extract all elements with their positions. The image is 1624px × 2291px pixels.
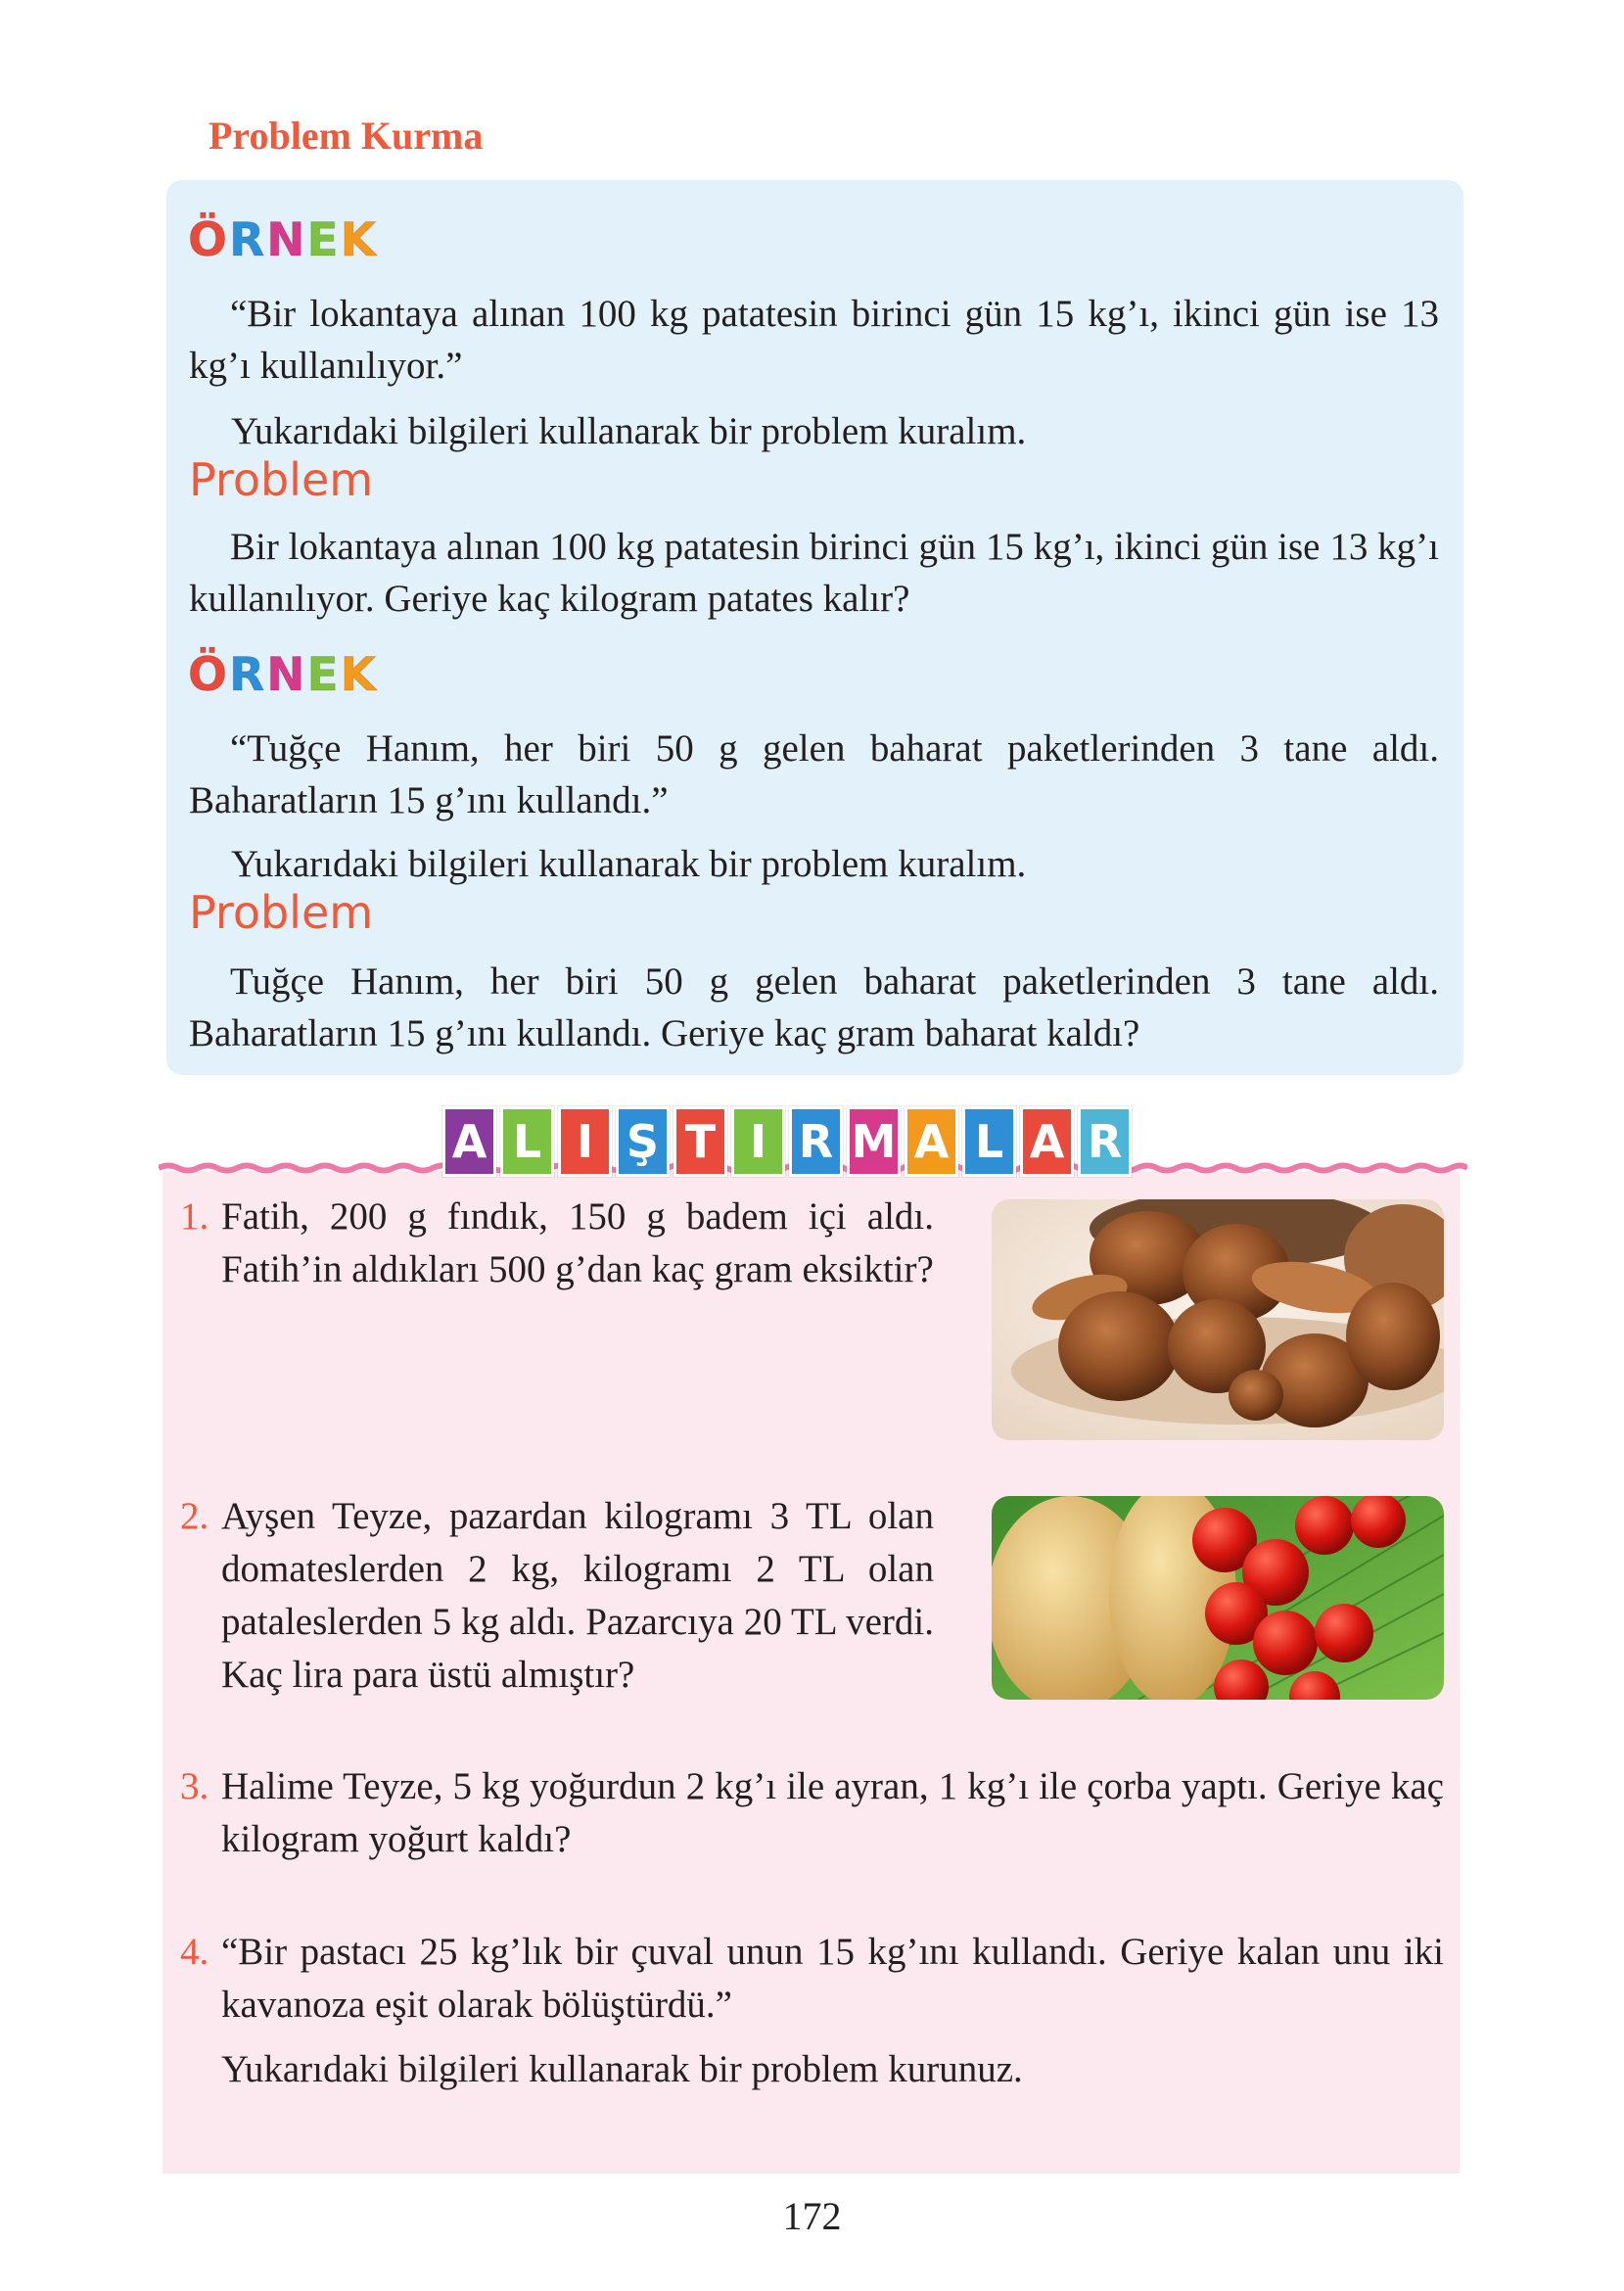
- exercise-item: [180, 1191, 934, 1296]
- exercise-number: 1.: [180, 1195, 209, 1238]
- exercise-instruction: Yukarıdaki bilgileri kullanarak bir problem kurunuz.: [221, 2048, 1023, 2090]
- ornek-letter: E: [306, 648, 341, 702]
- exercise-number: 4.: [180, 1931, 209, 1973]
- example-instruction: Yukarıdaki bilgileri kullanarak bir problem kuralım.: [231, 843, 1027, 885]
- page-number: 172: [782, 2194, 842, 2238]
- example-instruction: Yukarıdaki bilgileri kullanarak bir problem kuralım.: [231, 410, 1027, 452]
- exercise-item: [180, 1760, 1444, 1866]
- banner-letter-tile: T: [673, 1106, 727, 1177]
- ornek-letter: N: [266, 213, 307, 267]
- problem-heading: Problem: [189, 453, 374, 506]
- example-quote: “Bir lokantaya alınan 100 kg patatesin birinci gün 15 kg’ı, ikinci gün ise 13 kg’ı kullanılıyor.”: [189, 293, 1439, 387]
- banner-letter-tile: L: [962, 1106, 1016, 1177]
- exercise-item: [180, 1490, 934, 1702]
- banner-letter-tile: A: [442, 1106, 496, 1177]
- exercise-number: 3.: [180, 1765, 209, 1807]
- banner-letter-tile: R: [789, 1106, 843, 1177]
- banner-letter-tile: A: [1020, 1106, 1074, 1177]
- exercise-number: 2.: [180, 1495, 209, 1537]
- banner-letter-tile: I: [558, 1106, 612, 1177]
- nuts-photo: [992, 1199, 1444, 1440]
- ornek-letter: R: [228, 648, 267, 702]
- ornek-letter: R: [228, 213, 267, 267]
- ornek-letter: K: [340, 648, 379, 702]
- problem-text: Bir lokantaya alınan 100 kg patatesin birinci gün 15 kg’ı, ikinci gün ise 13 kg’ı kullanılıyor. Geriye kaç kilogram patates kalır?: [189, 526, 1439, 620]
- ornek-letter: Ö: [188, 213, 229, 267]
- banner-letter-tile: I: [731, 1106, 785, 1177]
- alistirmalar-banner: [442, 1106, 1132, 1175]
- exercise-text: “Bir pastacı 25 kg’lık bir çuval unun 15 kg’ını kullandı. Geriye kalan unu iki kavanoza eşit olarak bölüştürdü.”: [221, 1931, 1444, 2026]
- banner-letter-tile: Ş: [616, 1106, 670, 1177]
- exercise-text: Fatih, 200 g fındık, 150 g badem içi aldı. Fatih’in aldıkları 500 g’dan kaç gram eksiktir?: [221, 1195, 934, 1290]
- ornek-letter: K: [340, 213, 379, 267]
- banner-letter-tile: A: [905, 1106, 958, 1177]
- ornek-letter: Ö: [188, 648, 229, 702]
- banner-letter-tile: M: [847, 1106, 901, 1177]
- ornek-label: [188, 648, 378, 702]
- ornek-label: [188, 213, 378, 267]
- banner-letter-tile: L: [500, 1106, 554, 1177]
- problem-text: Tuğçe Hanım, her biri 50 g gelen baharat paketlerinden 3 tane aldı. Baharatların 15 g’ını kullandı. Geriye kaç gram baharat kaldı?: [189, 960, 1439, 1054]
- exercise-text: Ayşen Teyze, pazardan kilogramı 3 TL olan domateslerden 2 kg, kilogramı 2 TL olan pataleslerden 5 kg aldı. Pazarcıya 20 TL verdi. Kaç lira para üstü almıştır?: [221, 1495, 934, 1696]
- ornek-letter: E: [306, 213, 341, 267]
- exercise-item: [180, 1926, 1444, 2096]
- problem-heading: Problem: [189, 886, 374, 939]
- section-title: Problem Kurma: [209, 114, 484, 158]
- exercise-text: Halime Teyze, 5 kg yoğurdun 2 kg’ı ile ayran, 1 kg’ı ile çorba yaptı. Geriye kaç kilogram yoğurt kaldı?: [221, 1765, 1444, 1860]
- example-quote: “Tuğçe Hanım, her biri 50 g gelen baharat paketlerinden 3 tane aldı. Baharatların 15 g’ını kullandı.”: [189, 727, 1439, 821]
- ornek-letter: N: [266, 648, 307, 702]
- banner-letter-tile: R: [1078, 1106, 1132, 1177]
- potato-tomato-photo: [992, 1496, 1444, 1700]
